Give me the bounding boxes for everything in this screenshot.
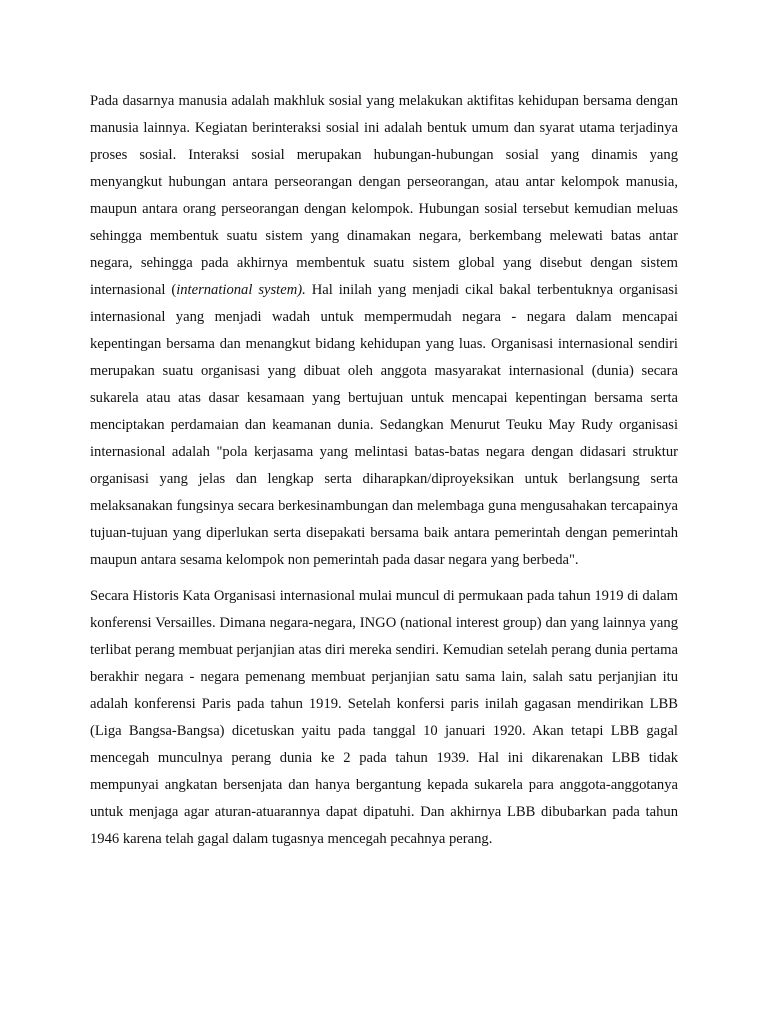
paragraph-1-text-a: Pada dasarnya manusia adalah makhluk sosial yang melakukan aktifitas kehidupan bersama dengan manusia lainnya. Kegiatan berinteraksi sosial ini adalah bentuk umum dan syarat utama terjadinya proses sosial. Interaksi sosial merupakan hubungan-hubungan sosial yang dinamis yang menyangkut hubungan antara perseorangan dengan perseorangan, atau antar kelompok manusia, maupun antara orang perseorangan dengan kelompok. Hubungan sosial tersebut kemudian meluas sehingga membentuk suatu sistem yang dinamakan negara, berkembang melewati batas antar negara, sehingga pada akhirnya membentuk suatu sistem global yang disebut dengan sistem internasional ( (90, 93, 678, 298)
document-page (90, 88, 678, 853)
paragraph-1-text-b: Hal inilah yang menjadi cikal bakal terbentuknya organisasi internasional yang menjadi wadah untuk mempermudah negara - negara dalam mencapai kepentingan bersama dan menangkut bidang kehidupan yang luas. Organisasi internasional sendiri merupakan suatu organisasi yang dibuat oleh anggota masyarakat internasional (dunia) secara sukarela atau atas dasar kesamaan yang bertujuan untuk mencapai kepentingan bersama serta menciptakan perdamaian dan keamanan dunia. Sedangkan Menurut Teuku May Rudy organisasi internasional adalah "pola kerjasama yang melintasi batas-batas negara dengan didasari struktur organisasi yang jelas dan lengkap serta diharapkan/diproyeksikan untuk berlangsung serta melaksanakan fungsinya secara berkesinambungan dan melembaga guna mengusahakan tercapainya tujuan-tujuan yang diperlukan serta disepakati bersama baik antara pemerintah dengan pemerintah maupun antara sesama kelompok non pemerintah pada dasar negara yang berbeda". (90, 282, 679, 568)
paragraph-2: Secara Historis Kata Organisasi internasional mulai muncul di permukaan pada tahun 1919 di dalam konferensi Versailles. Dimana negara-negara, INGO (national interest group) dan yang lainnya yang terlibat perang membuat perjanjian atas diri mereka sendiri. Kemudian setelah perang dunia pertama berakhir negara - negara pemenang membuat perjanjian satu sama lain, salah satu perjanjian itu adalah konferensi Paris pada tahun 1919. Setelah konfersi paris inilah gagasan mendirikan LBB (Liga Bangsa-Bangsa) dicetuskan yaitu pada tanggal 10 januari 1920. Akan tetapi LBB gagal mencegah munculnya perang dunia ke 2 pada tahun 1939. Hal ini dikarenakan LBB tidak mempunyai angkatan bersenjata dan hanya bergantung kepada sukarela para anggota-anggotanya untuk menjaga agar aturan-atuarannya dapat dipatuhi. Dan akhirnya LBB dibubarkan pada tahun 1946 karena telah gagal dalam tugasnya mencegah pecahnya perang. (90, 588, 678, 847)
paragraph-1 (90, 88, 678, 574)
paragraph-1-italic-term: international system). (176, 282, 306, 298)
